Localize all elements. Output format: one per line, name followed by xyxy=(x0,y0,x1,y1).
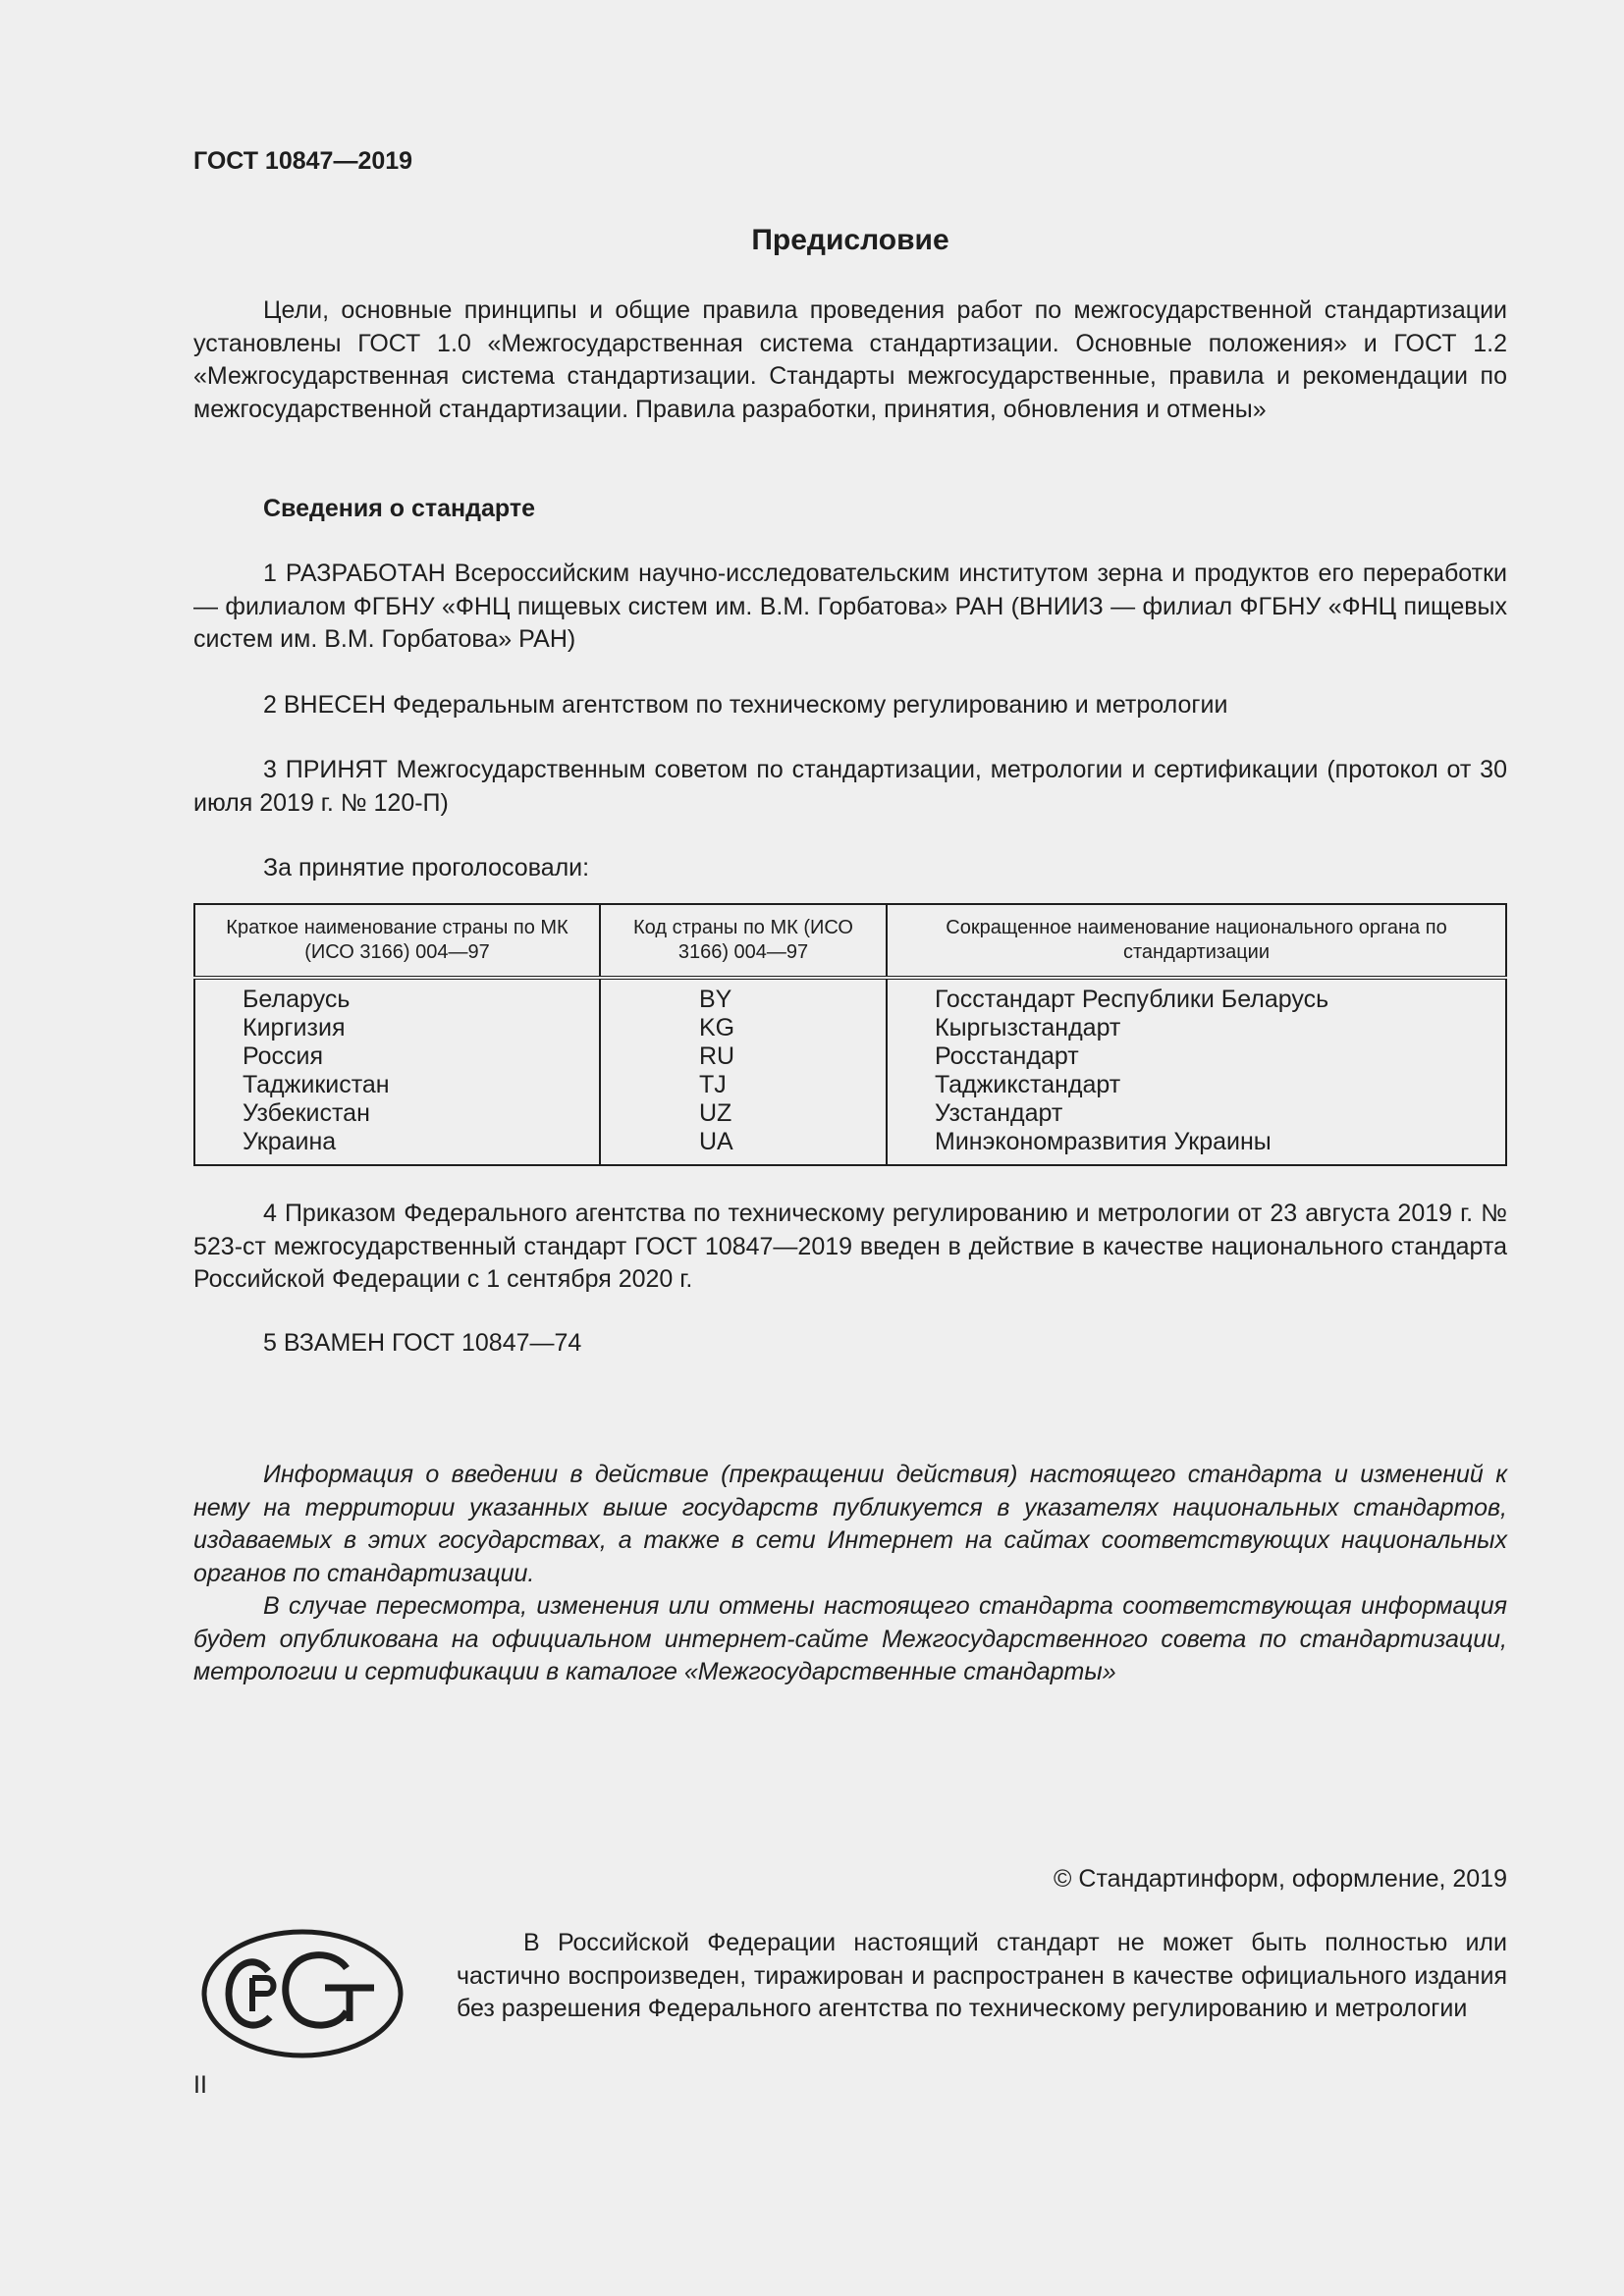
info-note-2: В случае пересмотра, изменения или отмены настоящего стандарта соответствующая информация будет опубликована на официальном интернет-сайте Межгосударственного совета по стандартизации, метрологии и сертификации в каталоге «Межгосударственные стандарты» xyxy=(193,1592,1507,1685)
cell-body: Узстандарт xyxy=(935,1099,1063,1127)
cell-code: UZ xyxy=(699,1099,732,1127)
cell-code: TJ xyxy=(699,1071,727,1098)
info-note-1: Информация о введении в действие (прекращении действия) настоящего стандарта и изменений к нему на территории указанных выше государств публикуется в указателях национальных стандартов, издаваемых в этих государствах, а также в сети Интернет на сайтах соответствующих национальных органов по стандартизации. xyxy=(193,1461,1507,1587)
country-column xyxy=(194,978,600,1165)
cell-body: Госстандарт Республики Беларусь xyxy=(935,986,1329,1013)
table-header-body: Сокращенное наименование национального органа по стандартизации xyxy=(887,904,1506,978)
cell-country: Узбекистан xyxy=(243,1099,370,1127)
cell-country: Украина xyxy=(243,1128,337,1155)
cell-body: Таджикстандарт xyxy=(935,1071,1121,1098)
cell-country: Беларусь xyxy=(243,986,351,1013)
cell-country: Таджикистан xyxy=(243,1071,390,1098)
vote-label: За принятие проголосовали: xyxy=(263,854,590,881)
reproduction-notice: В Российской Федерации настоящий стандарт не может быть полностью или частично воспроизведен, тиражирован и распространен в качестве официального издания без разрешения Федерального агентства по техническому регулированию и метрологии xyxy=(457,1929,1507,2022)
cell-country: Россия xyxy=(243,1042,323,1070)
info-heading: Сведения о стандарте xyxy=(263,495,536,522)
cell-body: Минэкономразвития Украины xyxy=(935,1128,1272,1155)
table-header-country: Краткое наименование страны по МК (ИСО 3166) 004—97 xyxy=(194,904,600,978)
rst-logo-icon xyxy=(199,1927,406,2065)
item-5: 5 ВЗАМЕН ГОСТ 10847—74 xyxy=(263,1329,582,1357)
item-3: 3 ПРИНЯТ Межгосударственным советом по стандартизации, метрологии и сертификации (протокол от 30 июля 2019 г. № 120-П) xyxy=(193,756,1507,817)
body-column xyxy=(887,978,1506,1165)
cell-body: Росстандарт xyxy=(935,1042,1079,1070)
cell-code: RU xyxy=(699,1042,735,1070)
voting-table xyxy=(193,903,1507,1166)
document-header: ГОСТ 10847—2019 xyxy=(193,147,413,175)
code-column xyxy=(600,978,887,1165)
item-2: 2 ВНЕСЕН Федеральным агентством по техническому регулированию и метрологии xyxy=(263,691,1228,719)
item-4: 4 Приказом Федерального агентства по техническому регулированию и метрологии от 23 августа 2019 г. № 523-ст межгосударственный стандарт ГОСТ 10847—2019 введен в действие в качестве национального стандарта Российской Федерации с 1 сентября 2020 г. xyxy=(193,1200,1507,1293)
cell-country: Киргизия xyxy=(243,1014,346,1041)
intro-paragraph: Цели, основные принципы и общие правила проведения работ по межгосударственной стандартизации установлены ГОСТ 1.0 «Межгосударственная система стандартизации. Основные положения» и ГОСТ 1.2 «Межгосударственная система стандартизации. Стандарты межгосударственные, правила и рекомендации по межгосударственной стандартизации. Правила разработки, принятия, обновления и отмены» xyxy=(193,296,1507,423)
item-1: 1 РАЗРАБОТАН Всероссийским научно-исследовательским институтом зерна и продуктов его переработки — филиалом ФГБНУ «ФНЦ пищевых систем им. В.М. Горбатова» РАН (ВНИИЗ — филиал ФГБНУ «ФНЦ пищевых систем им. В.М. Горбатова» РАН) xyxy=(193,560,1507,653)
page-title: Предисловие xyxy=(751,224,949,256)
copyright: © Стандартинформ, оформление, 2019 xyxy=(1054,1865,1507,1893)
table-header-code: Код страны по МК (ИСО 3166) 004—97 xyxy=(600,904,887,978)
page-number: II xyxy=(193,2071,207,2099)
cell-code: UA xyxy=(699,1128,733,1155)
cell-body: Кыргызстандарт xyxy=(935,1014,1121,1041)
table-body xyxy=(194,978,1506,1165)
cell-code: BY xyxy=(699,986,732,1013)
cell-code: KG xyxy=(699,1014,735,1041)
